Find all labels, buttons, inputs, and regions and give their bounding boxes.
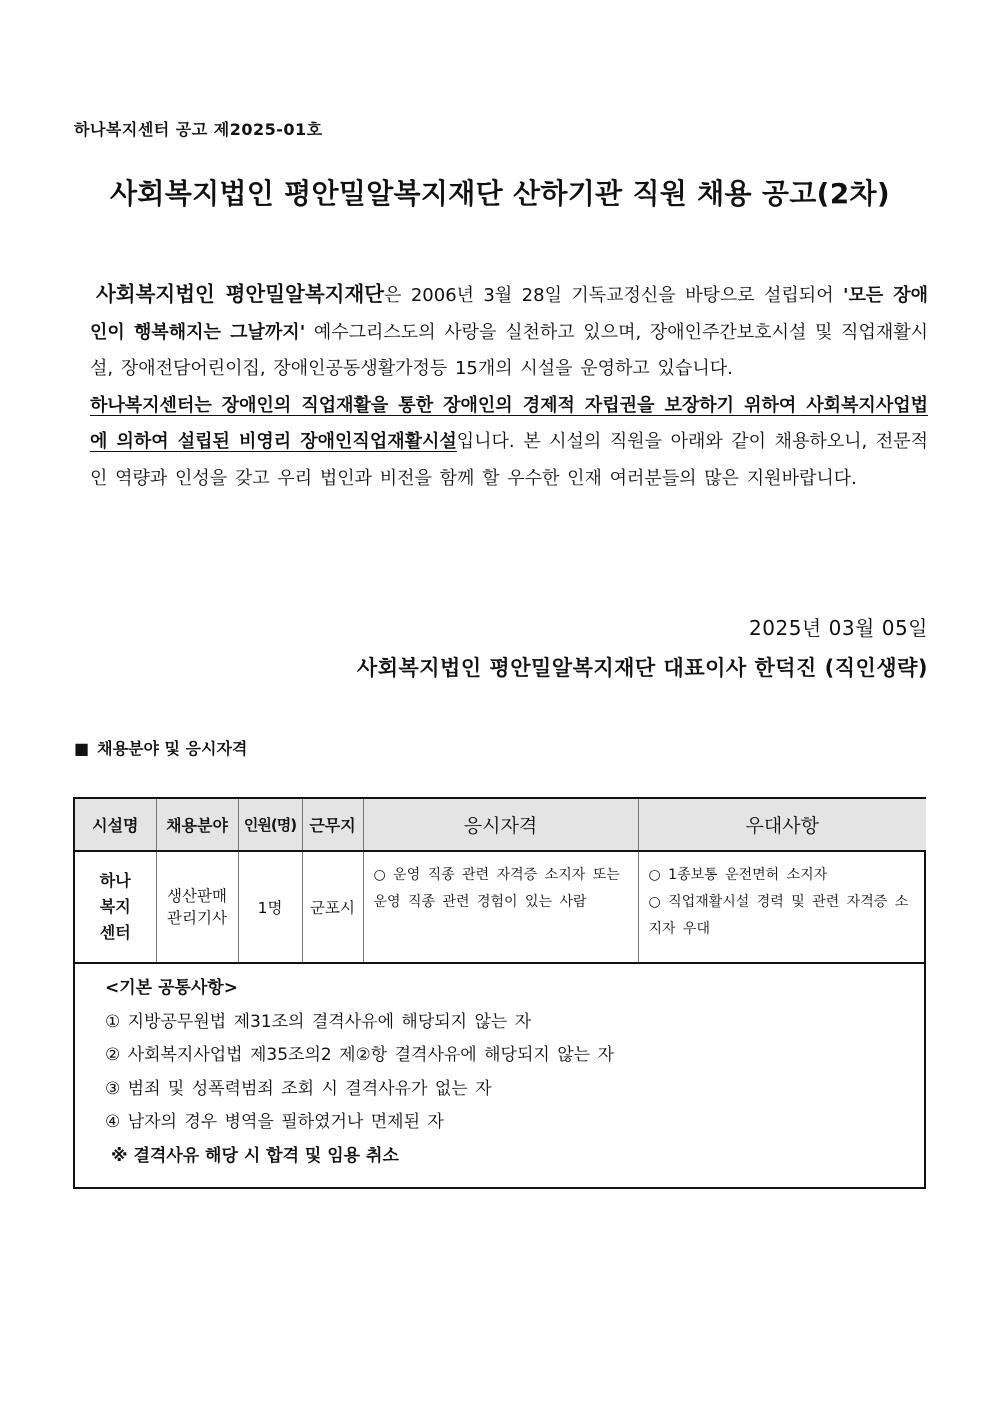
intro-text-part: 예수그리스도의 사랑을 실천하고 있으며, 장애인주간보호시설 및 직업재활시설, 장애전담어린이집, 장애인공동생활가정등 15개의 시설을 운영하고 있습니다. [90,321,929,379]
column-header: 시설명 [75,799,156,851]
count-cell: 1명 [238,851,302,963]
disqualification-warning: ※ 결격사유 해당 시 합격 및 임용 취소 [111,1145,399,1166]
section-title [74,736,247,759]
field-cell [156,851,238,963]
slogan: '모든 장애인이 행복해지는 그날까지' [90,285,928,343]
field-line: 생산판매 [167,887,227,905]
recruitment-table [75,799,926,964]
page-title: 사회복지법인 평안밀알복지재단 산하기관 직원 채용 공고(2차) [110,177,890,210]
signer: 사회복지법인 평안밀알복지재단 대표이사 한덕진 (직인생략) [356,656,928,680]
common-item: ④ 남자의 경우 병역을 필하였거나 면제된 자 [105,1112,444,1132]
section-title-text: 채용분야 및 응시자격 [97,739,248,758]
column-header: 우대사항 [638,799,926,851]
intro-text-part: 입니다. 본 시설의 직원을 아래와 같이 채용하오니, 전문적인 역량과 인성을 갖고 우리 법인과 비전을 함께 할 우수한 인재 여러분들의 많은 지원바랍니다. [90,431,928,489]
location-cell: 군포시 [302,851,363,963]
preference-cell [638,851,926,963]
table-header-row [75,799,926,851]
column-header: 채용분야 [156,799,238,851]
intro-paragraph-2 [90,388,928,498]
facility-cell [75,851,156,963]
intro-text [90,276,928,497]
facility-line: 복지 [99,897,131,916]
square-bullet-icon: ■ [74,739,90,758]
org-name: 사회복지법인 평안밀알복지재단 [96,282,385,306]
qualification-item: ○ 운영 직종 관련 자격증 소지자 또는 운영 직종 관련 경험이 있는 사람 [373,867,620,910]
preference-item: ○ 1종보통 운전면허 소지자 [648,867,828,883]
preference-item: ○ 직업재활시설 경력 및 관련 자격증 소지자 우대 [648,894,909,937]
common-item: ③ 범죄 및 성폭력범죄 조회 시 결격사유가 없는 자 [105,1078,492,1099]
center-description-highlight: 하나복지센터는 장애인의 직업재활을 통한 장애인의 경제적 자립권을 보장하기 위하여 사회복지사업법에 의하여 설립된 비영리 장애인직업재활시설 [90,394,928,452]
facility-line: 하나 [99,871,131,890]
facility-line: 센터 [99,923,131,942]
common-heading: <기본 공통사항> [105,978,238,998]
field-line: 관리기사 [167,909,227,927]
table-row [75,851,926,963]
notice-date: 2025년 03월 05일 [749,616,928,640]
recruitment-box [73,797,926,1189]
common-item: ② 사회복지사업법 제35조의2 제②항 결격사유에 해당되지 않는 자 [105,1045,614,1065]
column-header: 인원(명) [238,799,302,851]
qualification-cell [363,851,638,963]
column-header: 근무지 [302,799,363,851]
intro-paragraph-1 [90,276,928,388]
notice-number: 하나복지센터 공고 제2025-01호 [74,120,323,139]
intro-text-part: 은 2006년 3월 28일 기독교정신을 바탕으로 설립되어 [384,285,843,306]
common-requirements [75,964,924,1187]
column-header: 응시자격 [363,799,638,851]
common-item: ① 지방공무원법 제31조의 결격사유에 해당되지 않는 자 [105,1011,532,1032]
